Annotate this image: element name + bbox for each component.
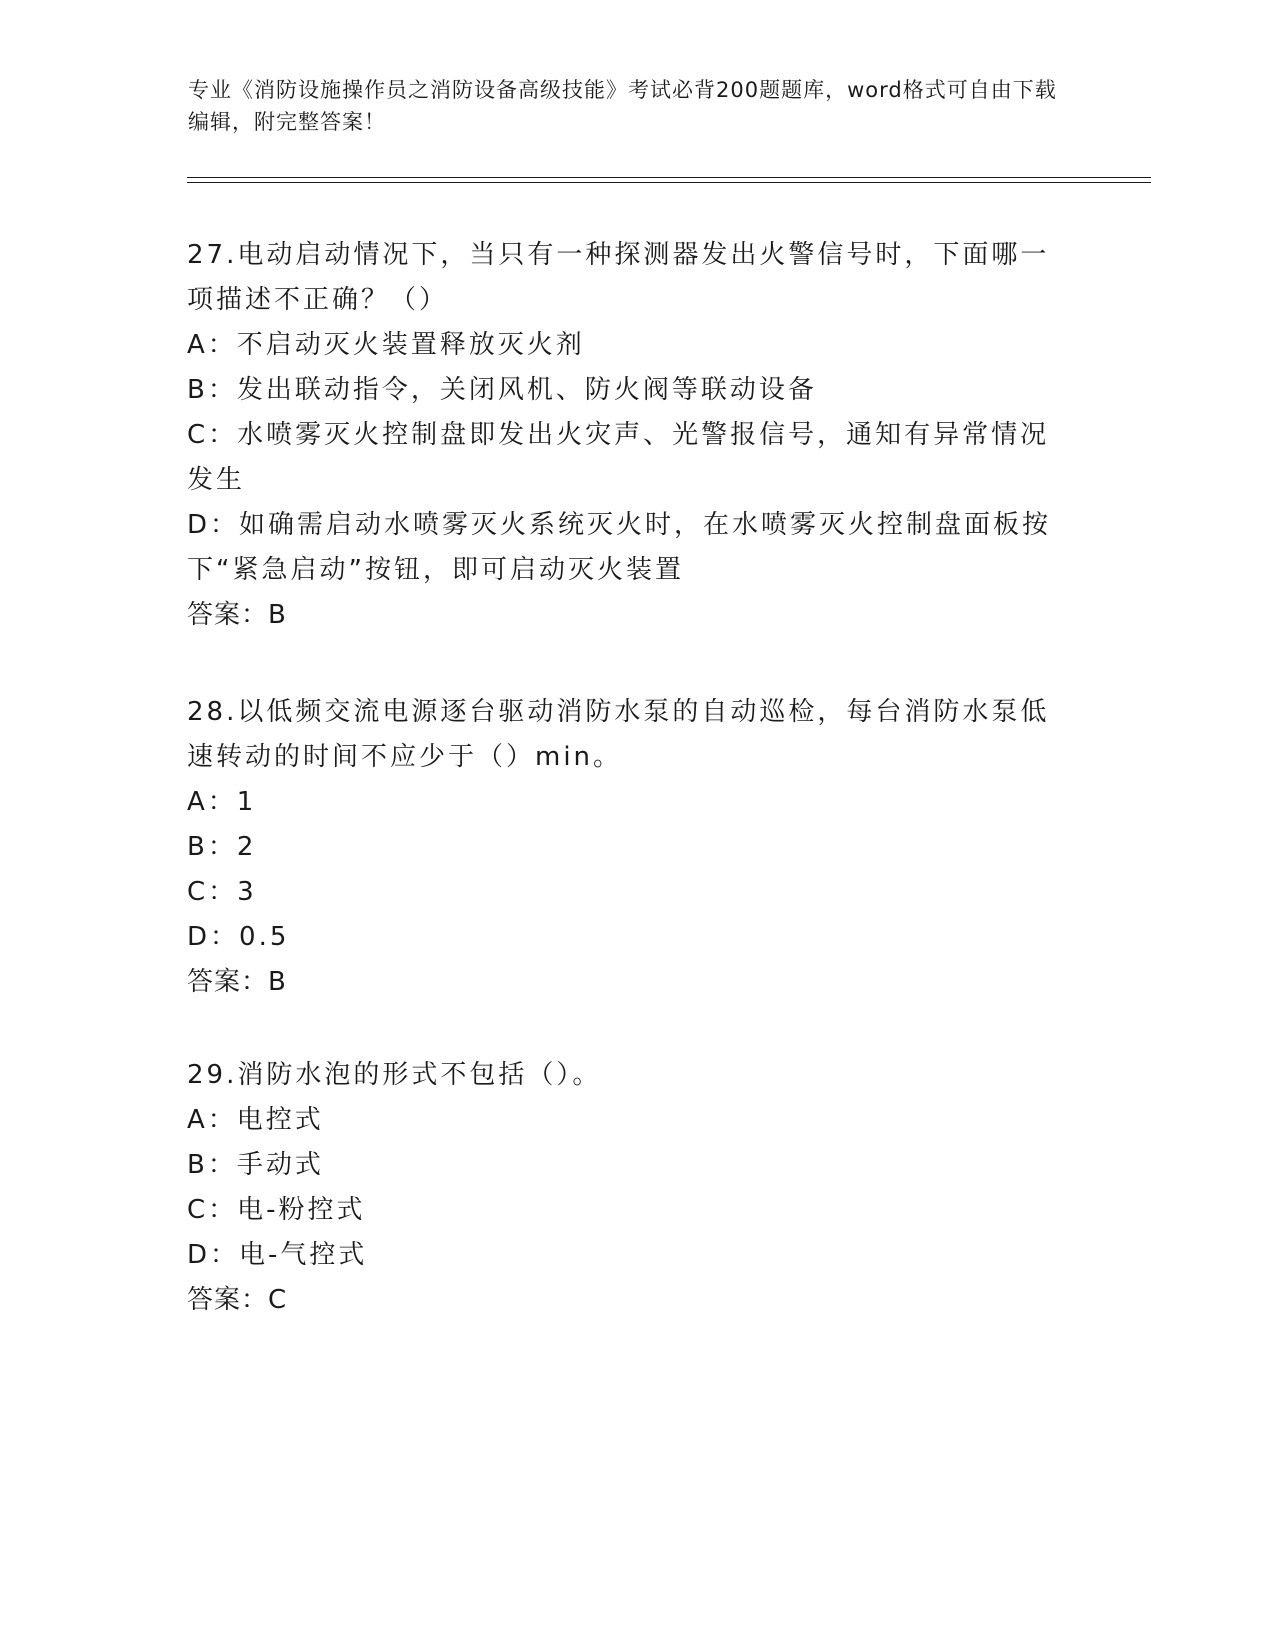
document-header: 专业《消防设施操作员之消防设备高级技能》考试必背200题题库，word格式可自由下载编辑，附完整答案！ bbox=[188, 78, 1057, 134]
option-b: B：2 bbox=[187, 832, 257, 862]
option-a: A：1 bbox=[187, 787, 257, 817]
header-divider-bottom bbox=[187, 182, 1151, 183]
header-divider-top bbox=[187, 177, 1151, 178]
question-28 bbox=[187, 690, 1077, 1005]
answer: 答案：B bbox=[187, 967, 287, 997]
question-text: 27.电动启动情况下，当只有一种探测器发出火警信号时，下面哪一项描述不正确？（） bbox=[187, 240, 1050, 315]
option-a: A：电控式 bbox=[187, 1105, 324, 1135]
option-b: B：发出联动指令，关闭风机、防火阀等联动设备 bbox=[187, 375, 817, 405]
answer: 答案：C bbox=[187, 1285, 288, 1315]
question-29 bbox=[187, 1053, 1077, 1323]
option-c: C：3 bbox=[187, 877, 257, 907]
option-c: C：电-粉控式 bbox=[187, 1195, 366, 1225]
question-27 bbox=[187, 233, 1077, 638]
option-d: D：0.5 bbox=[187, 922, 290, 952]
option-d: D：如确需启动水喷雾灭火系统灭火时，在水喷雾灭火控制盘面板按下“紧急启动”按钮，即可启动灭火装置 bbox=[187, 510, 1052, 585]
question-text: 28.以低频交流电源逐台驱动消防水泵的自动巡检，每台消防水泵低速转动的时间不应少于（）min。 bbox=[187, 697, 1050, 772]
option-a: A：不启动灭火装置释放灭火剂 bbox=[187, 330, 585, 360]
option-b: B：手动式 bbox=[187, 1150, 324, 1180]
answer: 答案：B bbox=[187, 600, 287, 630]
question-text: 29.消防水泡的形式不包括（）。 bbox=[187, 1060, 602, 1090]
option-c: C：水喷雾灭火控制盘即发出火灾声、光警报信号，通知有异常情况发生 bbox=[187, 420, 1050, 495]
option-d: D：电-气控式 bbox=[187, 1240, 368, 1270]
